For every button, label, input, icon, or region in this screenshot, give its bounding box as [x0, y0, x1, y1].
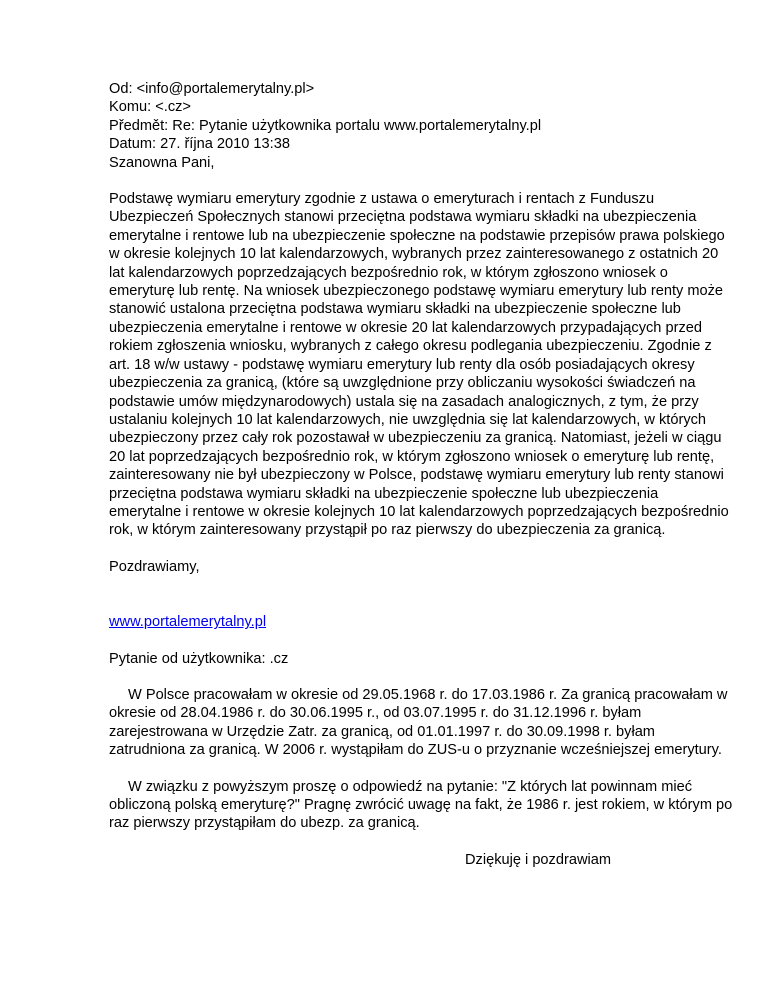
regards: Pozdrawiamy,: [109, 558, 200, 575]
subject-value: Re: Pytanie użytkownika portalu www.portalemerytalny.pl: [172, 117, 542, 134]
header-to: [109, 98, 734, 116]
header-from: [109, 80, 734, 98]
to-value: <.cz>: [155, 99, 191, 116]
question-paragraph-1: W Polsce pracowałam w okresie od 29.05.1968 r. do 17.03.1986 r. Za granicą pracowałam w okresie od 28.04.1986 r. do 30.06.1995 r., od 03.07.1995 r. do 31.12.1996 r. byłam zarejestrowana w Urzędzie Zatr. za granicą, od 01.01.1997 r. do 30.09.1998 r. byłam zatrudniona za granicą. W 2006 r. wystąpiłam do ZUS-u o przyznanie wcześniejszej emerytury.: [109, 686, 728, 759]
header-subject: [109, 117, 734, 135]
question-paragraph-2: W związku z powyższym proszę o odpowiedź na pytanie: "Z których lat powinnam mieć obliczoną polską emeryturę?" Pragnę zwrócić uwagę na fakt, że 1986 r. jest rokiem, w którym po raz pierwszy przystąpiłam do ubezp. za granicą.: [109, 778, 733, 832]
greeting: Szanowna Pani,: [109, 154, 215, 171]
header-date: [109, 135, 734, 153]
from-label: Od:: [109, 81, 133, 97]
portal-link[interactable]: www.portalemerytalny.pl: [109, 614, 267, 631]
email-content: [109, 80, 734, 869]
email-header: [109, 80, 734, 154]
from-value: <info@portalemerytalny.pl>: [136, 81, 315, 97]
date-label: Datum:: [109, 136, 157, 153]
question-label: Pytanie od użytkownika: .cz: [109, 650, 289, 667]
reply-body: Podstawę wymiaru emerytury zgodnie z ustawa o emeryturach i rentach z Funduszu Ubezpieczeń Społecznych stanowi przeciętna podstawa wymiaru składki na ubezpieczenia emerytalne i rentowe lub na ubezpieczenie społeczne na podstawie przepisów prawa polskiego w okresie kolejnych 10 lat kalendarzowych, wybranych przez zainteresowanego z ostatnich 20 lat kalendarzowych poprzedzających bezpośrednio rok, w którym zgłoszono wniosek o emeryturę lub rentę. Na wniosek ubezpieczonego podstawę wymiaru emerytury lub renty może stanowić ustalona przeciętna podstawa wymiaru składki na ubezpieczenie społeczne lub ubezpieczenia emerytalne i rentowe w okresie 20 lat kalendarzowych przypadających przed rokiem zgłoszenia wniosku, wybranych z całego okresu podlegania ubezpieczeniu. Zgodnie z art. 18 w/w ustawy - podstawę wymiaru emerytury lub renty dla osób posiadających okresy ubezpieczenia za granicą, (które są uwzględnione przy obliczaniu wysokości świadczeń na podstawie umów międzynarodowych) ustala się na zasadach analogicznych, z tym, że przy ustalaniu kolejnych 10 lat kalendarzowych, nie uwzględnia się lat kalendarzowych, w których ubezpieczony przez cały rok pozostawał w ubezpieczeniu za granicą. Natomiast, jeżeli w ciągu 20 lat poprzedzających bezpośrednio rok, w którym zgłoszono wniosek o emeryturę lub rentę, zainteresowany nie był ubezpieczony w Polsce, podstawę wymiaru emerytury lub renty stanowi przeciętna podstawa wymiaru składki na ubezpieczenie społeczne lub ubezpieczenia emerytalne i rentowe w okresie kolejnych 10 lat kalendarzowych poprzedzających bezpośrednio rok, w którym zainteresowany przystąpił po raz pierwszy do ubezpieczenia za granicą.: [109, 191, 729, 539]
signoff: Dziękuję i pozdrawiam: [465, 851, 611, 868]
subject-label: Předmět:: [109, 117, 169, 134]
to-label: Komu:: [109, 99, 152, 116]
date-value: 27. října 2010 13:38: [160, 136, 290, 153]
